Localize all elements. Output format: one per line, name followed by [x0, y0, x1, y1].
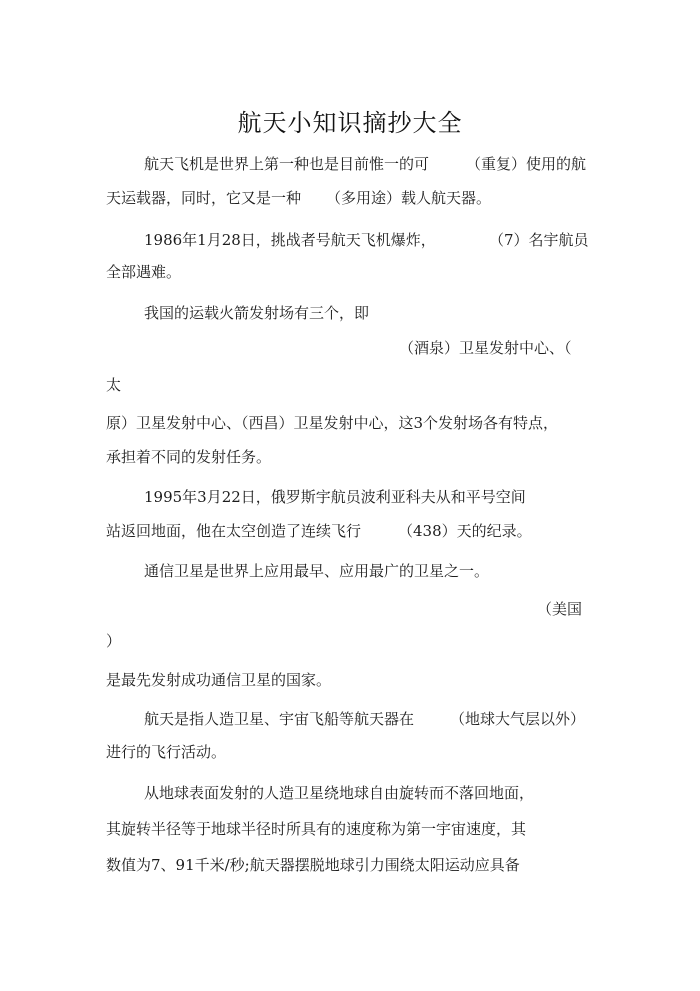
text-line: （美国 [537, 600, 583, 618]
text-line: （7）名宇航员 [489, 231, 589, 249]
text-line: 太 [106, 376, 122, 394]
text-line: （重复）使用的航 [466, 155, 587, 173]
text-line: 是最先发射成功通信卫星的国家。 [106, 671, 332, 689]
text-line: （多用途）载人航天器。 [326, 189, 492, 207]
text-line: 承担着不同的发射任务。 [106, 448, 272, 466]
text-line: 天运载器，同时，它又是一种 [106, 189, 302, 207]
text-line: 航天是指人造卫星、宇宙飞船等航天器在 [144, 710, 415, 728]
text-line: 数值为7、91千米/秒;航天器摆脱地球引力围绕太阳运动应具备 [106, 856, 520, 874]
text-line: 通信卫星是世界上应用最早、应用最广的卫星之一。 [144, 562, 490, 580]
text-line: 站返回地面，他在太空创造了连续飞行 [106, 522, 362, 540]
text-line: 从地球表面发射的人造卫星绕地球自由旋转而不落回地面， [144, 784, 535, 802]
text-line: 原）卫星发射中心、（西昌）卫星发射中心，这3个发射场各有特点， [106, 414, 559, 432]
document-title: 航天小知识摘抄大全 [237, 109, 463, 137]
text-line: 航天飞机是世界上第一种也是目前惟一的可 [144, 155, 430, 173]
text-line: （438）天的纪录。 [398, 522, 532, 540]
text-line: ） [106, 632, 122, 650]
text-line: 其旋转半径等于地球半径时所具有的速度称为第一宇宙速度，其 [106, 820, 527, 838]
text-line: 1995年3月22日，俄罗斯宇航员波利亚科夫从和平号空间 [144, 488, 526, 506]
text-line: 全部遇难。 [106, 263, 182, 281]
text-line: （酒泉）卫星发射中心、（ [399, 339, 572, 357]
text-line: （地球大气层以外） [450, 710, 586, 728]
text-line: 1986年1月28日，挑战者号航天飞机爆炸， [144, 231, 436, 249]
text-line: 我国的运载火箭发射场有三个，即 [144, 304, 370, 322]
text-line: 进行的飞行活动。 [106, 743, 227, 761]
